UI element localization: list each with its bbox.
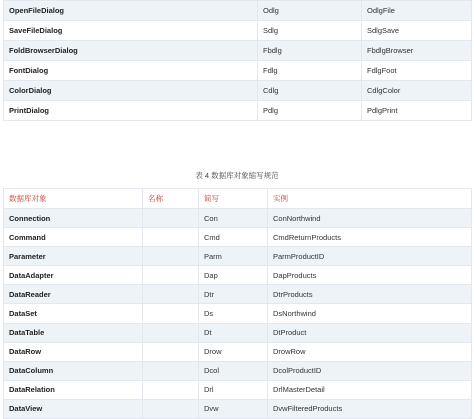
database-object-cell: DataRow	[4, 342, 143, 361]
example-cell: DrowRow	[268, 342, 472, 361]
abbreviation-cell: Dap	[199, 266, 268, 285]
abbreviation-cell: Ds	[199, 304, 268, 323]
database-object-cell: DataView	[4, 399, 143, 418]
name-cell	[143, 342, 199, 361]
abbreviation-cell: Pdlg	[258, 101, 362, 121]
table-row	[4, 380, 472, 399]
database-object-cell: DataColumn	[4, 361, 143, 380]
example-cell: PdlgPrint	[362, 101, 472, 121]
abbreviation-cell: Parm	[199, 247, 268, 266]
table-row	[4, 61, 472, 81]
table-row	[4, 1, 472, 21]
example-cell: SdlgSave	[362, 21, 472, 41]
example-cell: DapProducts	[268, 266, 472, 285]
table-row	[4, 228, 472, 247]
table-row	[4, 285, 472, 304]
example-cell: OdlgFile	[362, 1, 472, 21]
table-row	[4, 209, 472, 228]
database-object-cell: Command	[4, 228, 143, 247]
example-cell: ParmProductID	[268, 247, 472, 266]
abbreviation-cell: Fdlg	[258, 61, 362, 81]
abbreviation-cell: Cdlg	[258, 81, 362, 101]
abbreviation-cell: Dcol	[199, 361, 268, 380]
abbreviation-cell: Drow	[199, 342, 268, 361]
example-cell: FdlgFoot	[362, 61, 472, 81]
example-cell: DsNorthwind	[268, 304, 472, 323]
name-cell	[143, 323, 199, 342]
database-object-cell: DataAdapter	[4, 266, 143, 285]
name-cell	[143, 247, 199, 266]
dialog-abbreviation-table	[3, 0, 472, 121]
table-row	[4, 21, 472, 41]
name-cell	[143, 399, 199, 418]
example-cell: DtrProducts	[268, 285, 472, 304]
control-name-cell: ColorDialog	[4, 81, 258, 101]
abbreviation-cell: Drl	[199, 380, 268, 399]
abbreviation-cell: Sdlg	[258, 21, 362, 41]
table-caption: 表 4 数据库对象缩写规范	[195, 171, 279, 180]
abbreviation-cell: Odlg	[258, 1, 362, 21]
abbreviation-cell: Fbdlg	[258, 41, 362, 61]
database-object-cell: Parameter	[4, 247, 143, 266]
name-cell	[143, 209, 199, 228]
table-row	[4, 266, 472, 285]
table-row	[4, 361, 472, 380]
database-object-cell: Connection	[4, 209, 143, 228]
name-cell	[143, 304, 199, 323]
database-object-cell: DataTable	[4, 323, 143, 342]
table-row	[4, 323, 472, 342]
abbreviation-cell: Dvw	[199, 399, 268, 418]
header-example: 实例	[268, 189, 472, 209]
name-cell	[143, 380, 199, 399]
example-cell: FbdlgBrowser	[362, 41, 472, 61]
control-name-cell: OpenFileDialog	[4, 1, 258, 21]
name-cell	[143, 266, 199, 285]
table-row	[4, 399, 472, 418]
header-abbreviation: 简写	[199, 189, 268, 209]
example-cell: CmdReturnProducts	[268, 228, 472, 247]
example-cell: DvwFilteredProducts	[268, 399, 472, 418]
example-cell: DtProduct	[268, 323, 472, 342]
example-cell: CdlgColor	[362, 81, 472, 101]
example-cell: DrlMasterDetail	[268, 380, 472, 399]
header-name: 名称	[143, 189, 199, 209]
database-object-cell: DataSet	[4, 304, 143, 323]
control-name-cell: SaveFileDialog	[4, 21, 258, 41]
control-name-cell: FoldBrowserDialog	[4, 41, 258, 61]
table-row	[4, 101, 472, 121]
database-object-abbreviation-table	[3, 188, 472, 419]
header-database-object: 数据库对象	[4, 189, 143, 209]
abbreviation-cell: Con	[199, 209, 268, 228]
abbreviation-cell: Dtr	[199, 285, 268, 304]
table-row	[4, 41, 472, 61]
control-name-cell: PrintDialog	[4, 101, 258, 121]
table-header-row	[4, 189, 472, 209]
name-cell	[143, 285, 199, 304]
table-row	[4, 247, 472, 266]
name-cell	[143, 361, 199, 380]
table-row	[4, 81, 472, 101]
database-object-cell: DataRelation	[4, 380, 143, 399]
database-object-cell: DataReader	[4, 285, 143, 304]
abbreviation-cell: Cmd	[199, 228, 268, 247]
abbreviation-cell: Dt	[199, 323, 268, 342]
example-cell: DcolProductID	[268, 361, 472, 380]
table-row	[4, 342, 472, 361]
control-name-cell: FontDialog	[4, 61, 258, 81]
name-cell	[143, 228, 199, 247]
table-row	[4, 304, 472, 323]
example-cell: ConNorthwind	[268, 209, 472, 228]
